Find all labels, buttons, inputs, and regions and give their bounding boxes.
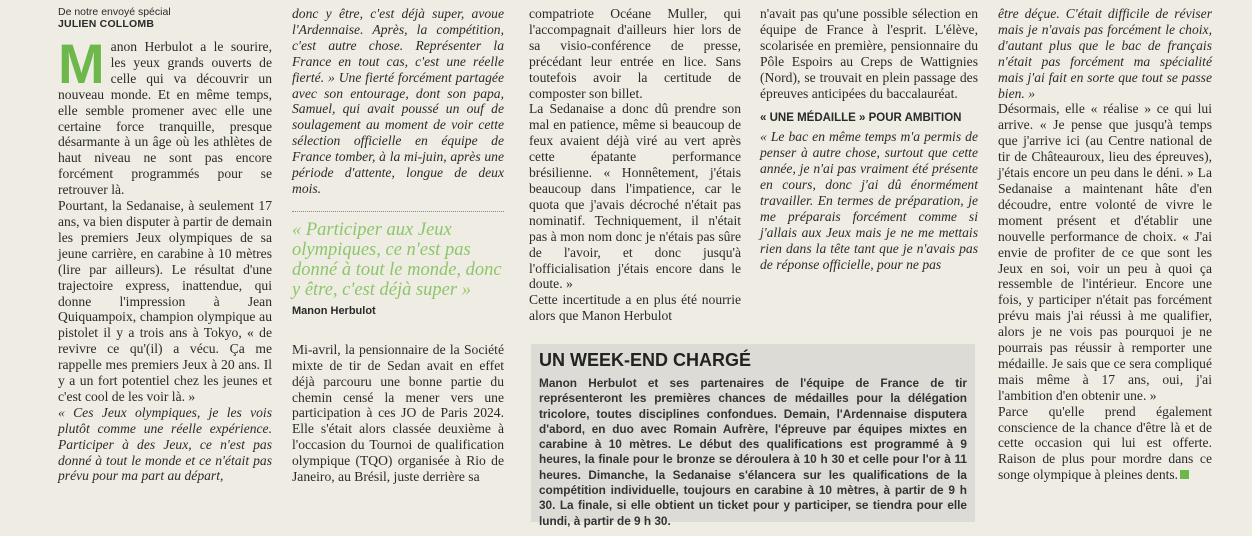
kicker: De notre envoyé spécial: [58, 6, 171, 18]
pull-quote-author: Manon Herbulot: [292, 304, 376, 317]
lead-text: anon Herbulot a le sourire, les yeux grands ouverts de celle qui va découvrir un nouveau monde. Et en même temps, elle semble promener avec elle une certaine force tranquille, presque désarmante à un âge où les athlètes de haut niveau ne sont pas encore forcément programmés pour se retrouver là.: [58, 39, 272, 198]
paragraph: Cette incertitude a en plus été nourrie alors que Manon Herbulot: [529, 292, 741, 324]
column-2: [292, 6, 504, 485]
closing-text: Parce qu'elle prend également conscience de la chance d'être là et de cette occasion qui lui est offerte. Raison de plus pour mordre dans ce songe olympique à pleines dents.: [998, 403, 1212, 483]
paragraph: compatriote Océane Muller, qui l'accompagnait d'ailleurs hier lors de sa visio-conférence de presse, précédant leur entrée en lice. Sans toutefois avoir la certitude de composter son billet.: [529, 6, 741, 101]
section-subhead: « UNE MÉDAILLE » POUR AMBITION: [760, 112, 962, 125]
green-square-end-icon: [1180, 470, 1189, 479]
byline: JULIEN COLLOMB: [58, 18, 155, 30]
paragraph: n'avait pas qu'une possible sélection en équipe de France à l'esprit. L'élève, scolarisée en première, pensionnaire du Pôle Espoirs au Creps de Wattignies (Nord), se trouvait en plein passage des épreuves anticipées du baccalauréat.: [760, 6, 978, 101]
paragraph: La Sedanaise a donc dû prendre son mal en patience, même si beaucoup de feux avaient déjà viré au vert après cette épatante performance brésilienne. « Honnêtement, j'étais beaucoup dans l'impatience, car le quota que j'avais décroché n'était pas nominatif. Techniquement, il n'était pas à mon nom donc je n'étais pas sûre de l'avoir, et donc jusqu'à l'officialisation j'étais encore dans le doute. »: [529, 101, 741, 292]
column-3: [529, 6, 741, 324]
paragraph: Mi-avril, la pensionnaire de la Société mixte de tir de Sedan avait en effet déjà parcouru une bonne partie du chemin censé la mener vers une participation à ces JO de Paris 2024. Elle s'était alors classée deuxième à l'occasion du Tournoi de qualification olympique (TQO) organisée à Rio de Janeiro, au Brésil, juste derrière sa: [292, 341, 504, 485]
pull-quote: « Participer aux Jeux olympiques, ce n'est pas donné à tout le monde, donc y être, c'est déjà super »: [292, 219, 502, 300]
pull-quote-block: [292, 211, 504, 320]
box-title: UN WEEK-END CHARGÉ: [539, 350, 752, 370]
column-1: [58, 6, 272, 484]
paragraph: Désormais, elle « réalise » ce qui lui arrive. « Je pense que jusqu'à temps que j'arrive ici (au Centre national de tir de Châteauroux, lieu des épreuves), j'étais encore un peu dans le déni. » La Sedanaise a maintenant hâte d'en découdre, entre volonté de vivre le moment présent et d'établir une nouvelle performance de choix. « J'ai envie de profiter de ce que sont les Jeux en soi, voir un peu à quoi ça ressemble de l'intérieur. Encore une fois, y participer n'était pas forcément prévu mais j'ai réussi à me qualifier, alors je ne vois pas pourquoi je ne pourrais pas réussir à remporter une médaille. Je sais que ce sera compliqué mais même à 17 ans, oui, j'ai l'ambition d'en obtenir une. »: [998, 101, 1212, 403]
paragraph: Pourtant, la Sedanaise, à seulement 17 ans, va bien disputer à partir de demain les premiers Jeux olympiques de sa jeune carrière, en carabine à 10 mètres (lire par ailleurs). Le résultat d'une trajectoire express, inattendue, qui donne l'impression à Jean Quiquampoix, champion olympique au pistolet il y a trois ans à Tokyo, « de revivre ce qu'(il) a vécu. Ça me rappelle mes premiers Jeux à 20 ans. Il y a un fort potentiel chez les jeunes et c'est cool de les voir là. »: [58, 198, 272, 404]
quote-paragraph: donc y être, c'est déjà super, avoue l'Ardennaise. Après, la compétition, c'est autre chose. Représenter la France en tout cas, c'est une réelle fierté. » Une fierté forcément partagée avec son entourage, dont son papa, Samuel, qui avait poussé un ouf de soulagement au moment de voir cette sélection officielle en équipe de France tomber, à la mi-juin, après une période d'attente, longue de deux mois.: [292, 6, 504, 196]
drop-cap: M: [58, 32, 105, 95]
box-body: Manon Herbulot et ses partenaires de l'équipe de France de tir représenteront les premières chances de médailles pour la délégation tricolore, toutes disciplines confondues. Demain, l'Ardennaise disputera d'abord, en duo avec Romain Aufrère, l'épreuve par équipes mixtes en carabine à 10 mètres. Le début des qualifications est programmé à 9 heures, la finale pour le bronze se déroulera à 10 h 30 et celle pour l'or à 11 heures. Dimanche, la Sedanaise s'élancera sur les qualifications de la compétition individuelle, toujours en carabine à 10 mètres, à partir de 9 h 30. La finale, si elle obtient un ticket pour y participer, se tiendra pour elle lundi, à partir de 9 h 30.: [539, 376, 967, 528]
quote-paragraph: « Ces Jeux olympiques, je les vois plutôt comme une réelle expérience. Participer à des Jeux, ce n'est pas donné à tout le monde et ce n'était pas prévu pour ma part au départ,: [58, 404, 272, 484]
sidebar-box: [531, 344, 975, 528]
column-5: [998, 6, 1212, 483]
quote-paragraph: « Le bac en même temps m'a permis de penser à autre chose, surtout que cette année, je n'ai pas vraiment été présente en cours, donc j'ai dû énormément travailler. En termes de préparation, je me préparais forcément comme si j'allais aux Jeux mais je ne me mettais rien dans la tête tant que je n'avais pas de réponse officielle, pour ne pas: [760, 129, 978, 272]
closing-paragraph: [998, 404, 1212, 484]
column-4: [760, 6, 978, 273]
quote-paragraph: être déçue. C'était difficile de réviser mais je n'avais pas forcément le choix, d'autant plus que le bac de français n'était pas forcément ma spécialité mais j'ai fait en sorte que tout se passe bien. »: [998, 6, 1212, 101]
lead-paragraph: [58, 32, 272, 198]
